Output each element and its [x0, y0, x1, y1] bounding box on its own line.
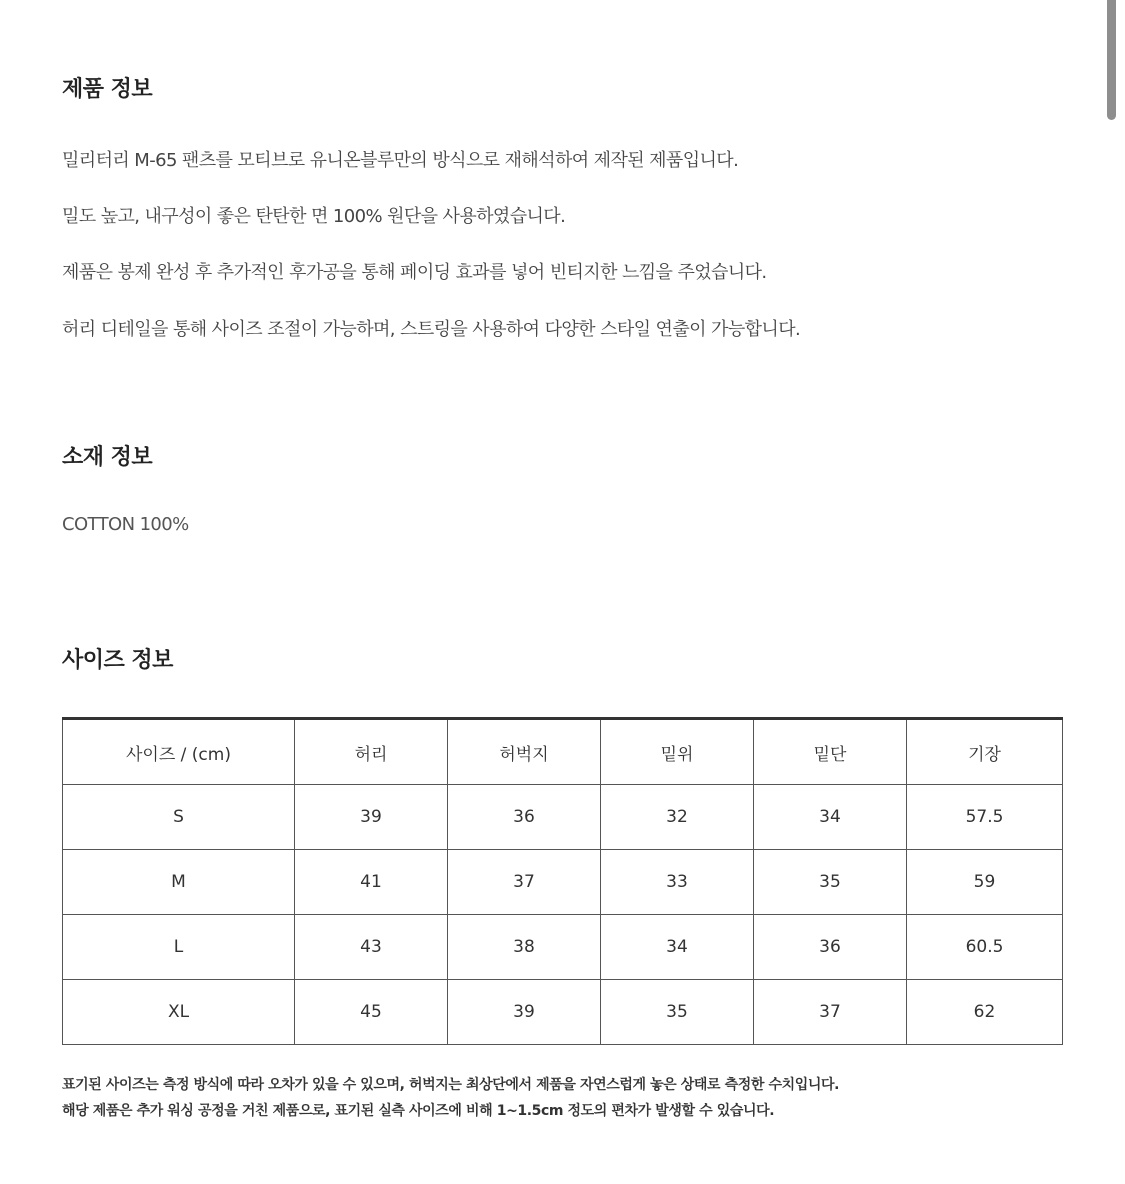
- size-note: 해당 제품은 추가 워싱 공정을 거친 제품으로, 표기된 실측 사이즈에 비해 1~1.5cm 정도의 편차가 발생할 수 있습니다.: [62, 1103, 775, 1119]
- product-info-line: 제품은 봉제 완성 후 추가적인 후가공을 통해 페이딩 효과를 넣어 빈티지한 느낌을 주었습니다.: [62, 262, 767, 283]
- cell-hem: 37: [754, 980, 907, 1045]
- size-table-header-row: [63, 719, 1063, 785]
- cell-waist: 41: [295, 850, 448, 915]
- cell-length: 57.5: [907, 785, 1063, 850]
- size-info-title: 사이즈 정보: [62, 648, 173, 673]
- header-thigh: 허벅지: [448, 719, 601, 785]
- cell-thigh: 36: [448, 785, 601, 850]
- cell-thigh: 37: [448, 850, 601, 915]
- cell-length: 62: [907, 980, 1063, 1045]
- cell-hem: 34: [754, 785, 907, 850]
- table-row: [63, 980, 1063, 1045]
- table-row: [63, 850, 1063, 915]
- product-info-title: 제품 정보: [62, 77, 153, 102]
- cell-size: S: [63, 785, 295, 850]
- cell-rise: 34: [601, 915, 754, 980]
- table-row: [63, 785, 1063, 850]
- cell-rise: 32: [601, 785, 754, 850]
- product-info-line: 밀리터리 M-65 팬츠를 모티브로 유니온블루만의 방식으로 재해석하여 제작된 제품입니다.: [62, 150, 739, 171]
- material-info-title: 소재 정보: [62, 445, 153, 470]
- product-info-line: 밀도 높고, 내구성이 좋은 탄탄한 면 100% 원단을 사용하였습니다.: [62, 206, 566, 227]
- header-waist: 허리: [295, 719, 448, 785]
- material-info-value: COTTON 100%: [62, 514, 189, 535]
- cell-waist: 39: [295, 785, 448, 850]
- header-rise: 밑위: [601, 719, 754, 785]
- product-info-line: 허리 디테일을 통해 사이즈 조절이 가능하며, 스트링을 사용하여 다양한 스타일 연출이 가능합니다.: [62, 319, 801, 340]
- header-hem: 밑단: [754, 719, 907, 785]
- table-row: [63, 915, 1063, 980]
- cell-size: L: [63, 915, 295, 980]
- cell-hem: 35: [754, 850, 907, 915]
- cell-rise: 33: [601, 850, 754, 915]
- cell-length: 60.5: [907, 915, 1063, 980]
- cell-hem: 36: [754, 915, 907, 980]
- cell-size: M: [63, 850, 295, 915]
- size-table: [62, 717, 1063, 1045]
- cell-rise: 35: [601, 980, 754, 1045]
- cell-waist: 43: [295, 915, 448, 980]
- header-length: 기장: [907, 719, 1063, 785]
- header-size: 사이즈 / (cm): [63, 719, 295, 785]
- cell-length: 59: [907, 850, 1063, 915]
- cell-waist: 45: [295, 980, 448, 1045]
- scrollbar-thumb[interactable]: [1107, 0, 1116, 120]
- size-note: 표기된 사이즈는 측정 방식에 따라 오차가 있을 수 있으며, 허벅지는 최상단에서 제품을 자연스럽게 놓은 상태로 측정한 수치입니다.: [62, 1077, 839, 1093]
- cell-size: XL: [63, 980, 295, 1045]
- cell-thigh: 39: [448, 980, 601, 1045]
- cell-thigh: 38: [448, 915, 601, 980]
